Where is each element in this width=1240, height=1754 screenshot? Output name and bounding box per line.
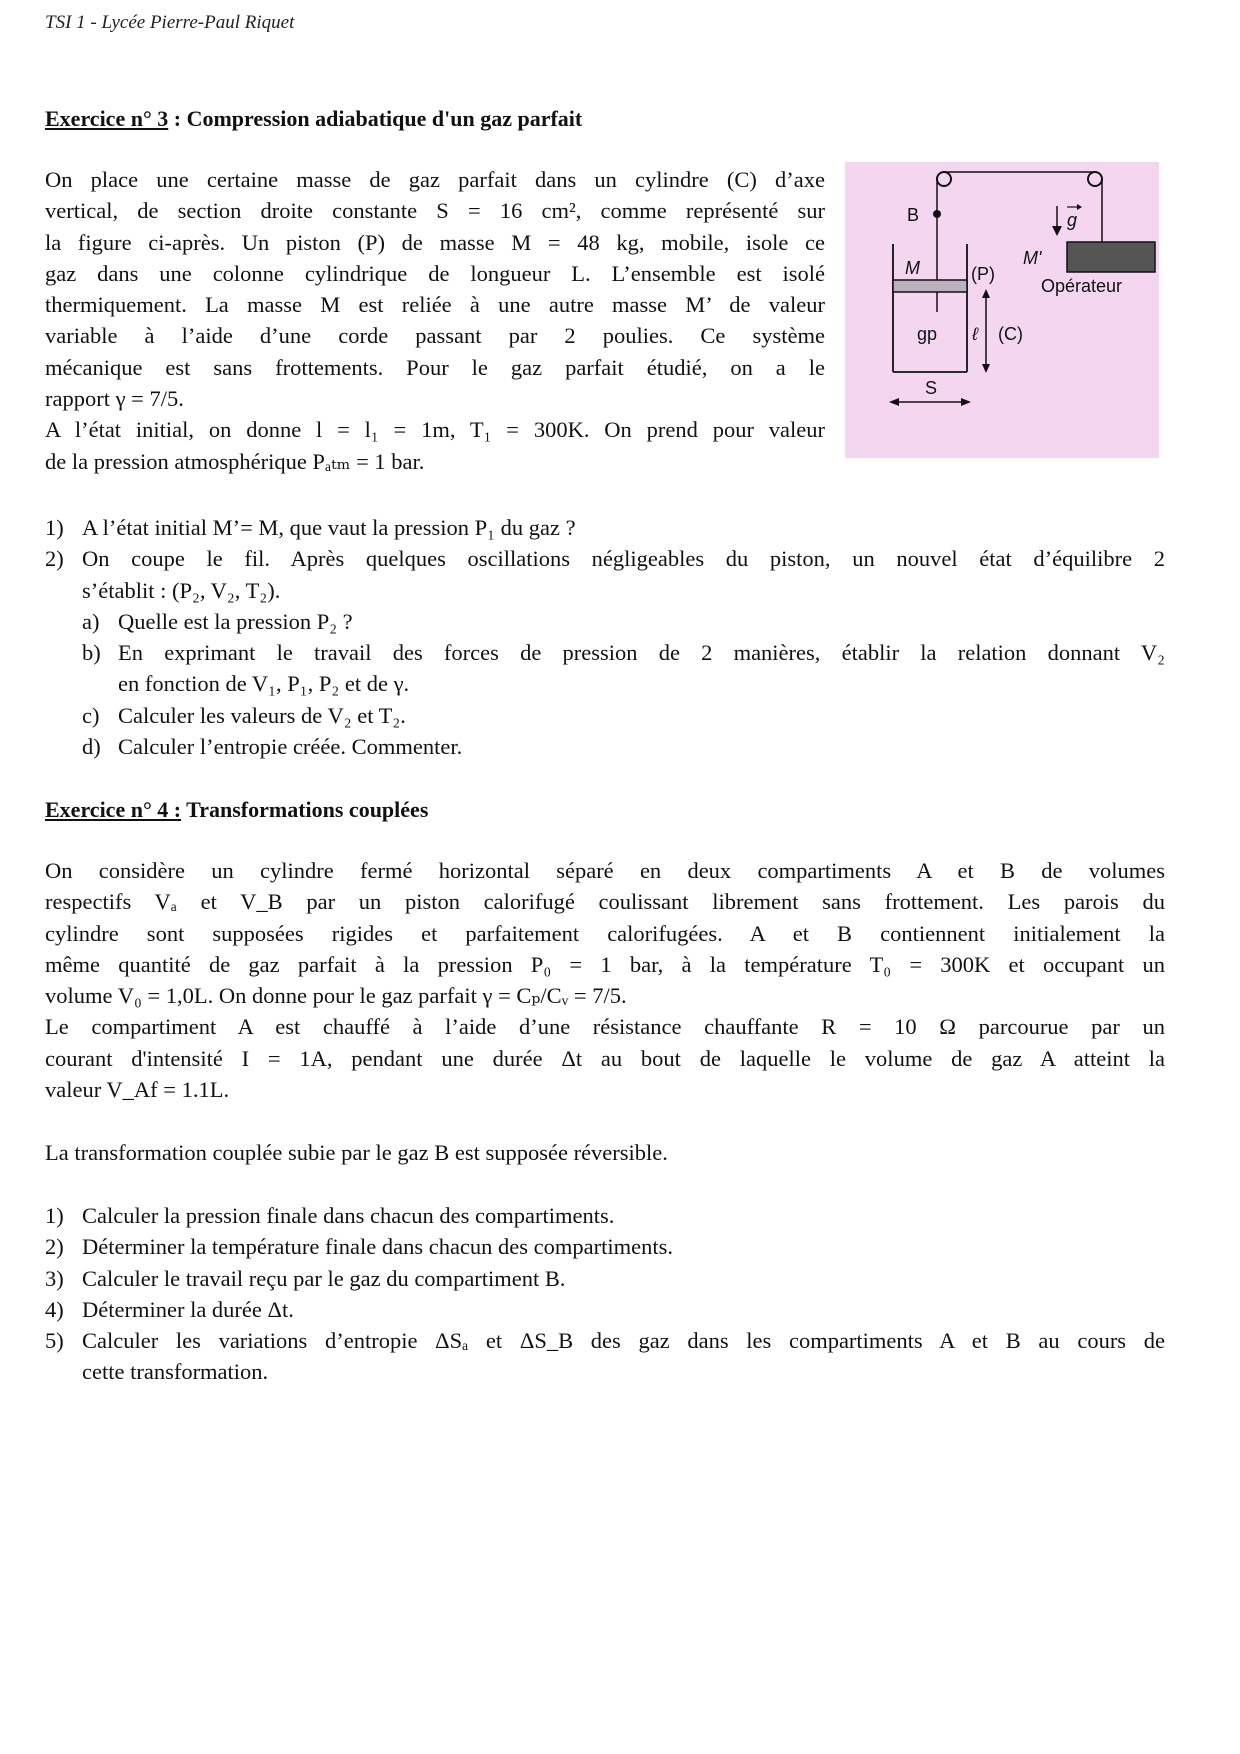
pulley-left-icon: [937, 172, 951, 186]
item-number: 2): [45, 546, 64, 572]
ex3-line: mécanique est sans frottements. Pour le gaz parfait étudié, on a le: [45, 354, 825, 380]
label-m-prime: M': [1023, 248, 1042, 268]
label-c: (C): [998, 324, 1023, 344]
length-arrow-down-icon: [982, 364, 990, 373]
label-b: B: [907, 205, 920, 225]
ex4-q3: [45, 1263, 1165, 1294]
ex3-q2: [45, 543, 1165, 606]
ex3-line: de la pression atmosphérique Pₐₜₘ = 1 bar.: [45, 448, 425, 474]
ex4-q4: [45, 1294, 1165, 1325]
ex3-line: On place une certaine masse de gaz parfait dans un cylindre (C) d’axe: [45, 167, 825, 192]
label-p: (P): [971, 264, 995, 284]
ex3-q2c: [45, 700, 1165, 731]
item-text: Calculer la pression finale dans chacun des compartiments.: [82, 1203, 615, 1228]
ex3-title-number: Exercice n° 3: [45, 106, 169, 131]
ex3-questions: [45, 512, 1165, 762]
piston: [893, 280, 967, 292]
piston-figure: [845, 162, 1159, 458]
ex4-title-number: Exercice n° 4 :: [45, 797, 182, 822]
ex4-line: Le compartiment A est chauffé à l’aide d’une résistance chauffante R = 10 Ω parcourue par un: [45, 1014, 1165, 1040]
ex4-q1: [45, 1200, 1165, 1231]
ex3-q2d: [45, 731, 1165, 762]
label-ell: ℓ: [972, 324, 978, 344]
label-g: g: [1067, 210, 1078, 230]
item-text: Déterminer la température finale dans chacun des compartiments.: [82, 1234, 673, 1260]
item-text: Calculer le travail reçu par le gaz du compartiment B.: [82, 1265, 566, 1291]
ex3-line: vertical, de section droite constante S = 16 cm², comme représenté sur: [45, 198, 825, 224]
ex4-line: On considère un cylindre fermé horizontal séparé en deux compartiments A et B de volumes: [45, 858, 1165, 883]
ex4-reversible-note: [45, 1137, 1165, 1168]
item-text: En exprimant le travail des forces de pression de 2 manières, établir la relation donnant V₂: [118, 640, 1165, 666]
item-text: Calculer l’entropie créée. Commenter.: [118, 734, 463, 760]
ex4-title-text: Transformations couplées: [181, 797, 429, 822]
ex4-questions: [45, 1200, 1165, 1388]
item-text: Calculer les valeurs de V₂ et T₂.: [118, 702, 406, 728]
ex3-q1: [45, 512, 1165, 543]
label-operateur: Opérateur: [1041, 276, 1123, 296]
ex3-line: A l’état initial, on donne l = l₁ = 1m, T₁ = 300K. On prend pour valeur: [45, 417, 825, 443]
ex3-line: rapport γ = 7/5.: [45, 386, 184, 412]
item-number: 1): [45, 1203, 64, 1228]
item-number: 5): [45, 1328, 64, 1354]
item-number: a): [82, 608, 100, 634]
page-header: TSI 1 - Lycée Pierre-Paul Riquet: [45, 12, 295, 33]
item-text: Quelle est la pression P₂ ?: [118, 608, 353, 634]
item-number: 1): [45, 515, 64, 540]
ex4-note-text: La transformation couplée subie par le gaz B est supposée réversible.: [45, 1140, 668, 1165]
ex4-line: cylindre sont supposées rigides et parfaitement calorifugées. A et B contiennent initialement la: [45, 920, 1165, 946]
item-number: c): [82, 702, 100, 728]
label-m: M: [905, 258, 920, 278]
ex4-q2: [45, 1231, 1165, 1262]
label-gp: gp: [917, 324, 938, 344]
mass-m-prime: [1067, 242, 1155, 272]
ex3-title: [45, 106, 582, 132]
item-number: d): [82, 734, 101, 760]
ex3-intro: [45, 164, 825, 477]
item-text: en fonction de V₁, P₁, P₂ et de γ.: [118, 671, 410, 697]
ex3-line: variable à l’aide d’une corde passant par 2 poulies. Ce système: [45, 323, 825, 349]
ex3-q2a: [45, 606, 1165, 637]
item-number: 3): [45, 1265, 64, 1291]
ex3-title-text: : Compression adiabatique d'un gaz parfait: [168, 106, 583, 131]
item-number: b): [82, 640, 101, 666]
ex3-line: la figure ci-après. Un piston (P) de masse M = 48 kg, mobile, isole ce: [45, 229, 825, 255]
point-b-icon: [933, 210, 941, 218]
item-text: A l’état initial M’= M, que vaut la pression P₁ du gaz ?: [82, 515, 576, 540]
ex4-line: respectifs Vₐ et V_B par un piston calorifugé coulissant librement sans frottement. Les parois du: [45, 889, 1165, 915]
length-arrow-up-icon: [982, 289, 990, 298]
pulley-right-icon: [1088, 172, 1102, 186]
section-arrow-right-icon: [961, 398, 971, 406]
label-s: S: [925, 378, 938, 398]
piston-diagram: [845, 162, 1159, 458]
ex4-line: valeur V_Af = 1.1L.: [45, 1077, 230, 1103]
item-number: 2): [45, 1234, 64, 1260]
item-text: Déterminer la durée Δt.: [82, 1296, 294, 1322]
ex4-intro: [45, 855, 1165, 1105]
ex3-line: gaz dans une colonne cylindrique de longueur L. L’ensemble est isolé: [45, 260, 825, 286]
ex4-q5: [45, 1325, 1165, 1388]
gravity-arrow-icon: [1052, 226, 1062, 236]
item-number: 4): [45, 1296, 64, 1322]
item-text: cette transformation.: [82, 1359, 269, 1385]
item-text: Calculer les variations d’entropie ΔSₐ et ΔS_B des gaz dans les compartiments A et B au cours de: [82, 1328, 1165, 1354]
ex3-line: thermiquement. La masse M est reliée à une autre masse M’ de valeur: [45, 292, 825, 318]
ex4-line: courant d'intensité I = 1A, pendant une durée Δt au bout de laquelle le volume de gaz A atteint la: [45, 1045, 1165, 1071]
ex3-q2b: [45, 637, 1165, 700]
item-text: s’établit : (P₂, V₂, T₂).: [82, 577, 281, 603]
ex4-line: volume V₀ = 1,0L. On donne pour le gaz parfait γ = Cₚ/Cᵥ = 7/5.: [45, 983, 627, 1009]
item-text: On coupe le fil. Après quelques oscillations négligeables du piston, un nouvel état d’équilibre 2: [82, 546, 1165, 572]
ex4-line: même quantité de gaz parfait à la pression P₀ = 1 bar, à la température T₀ = 300K et occupant un: [45, 951, 1165, 977]
ex4-title: [45, 797, 428, 823]
section-arrow-left-icon: [889, 398, 899, 406]
